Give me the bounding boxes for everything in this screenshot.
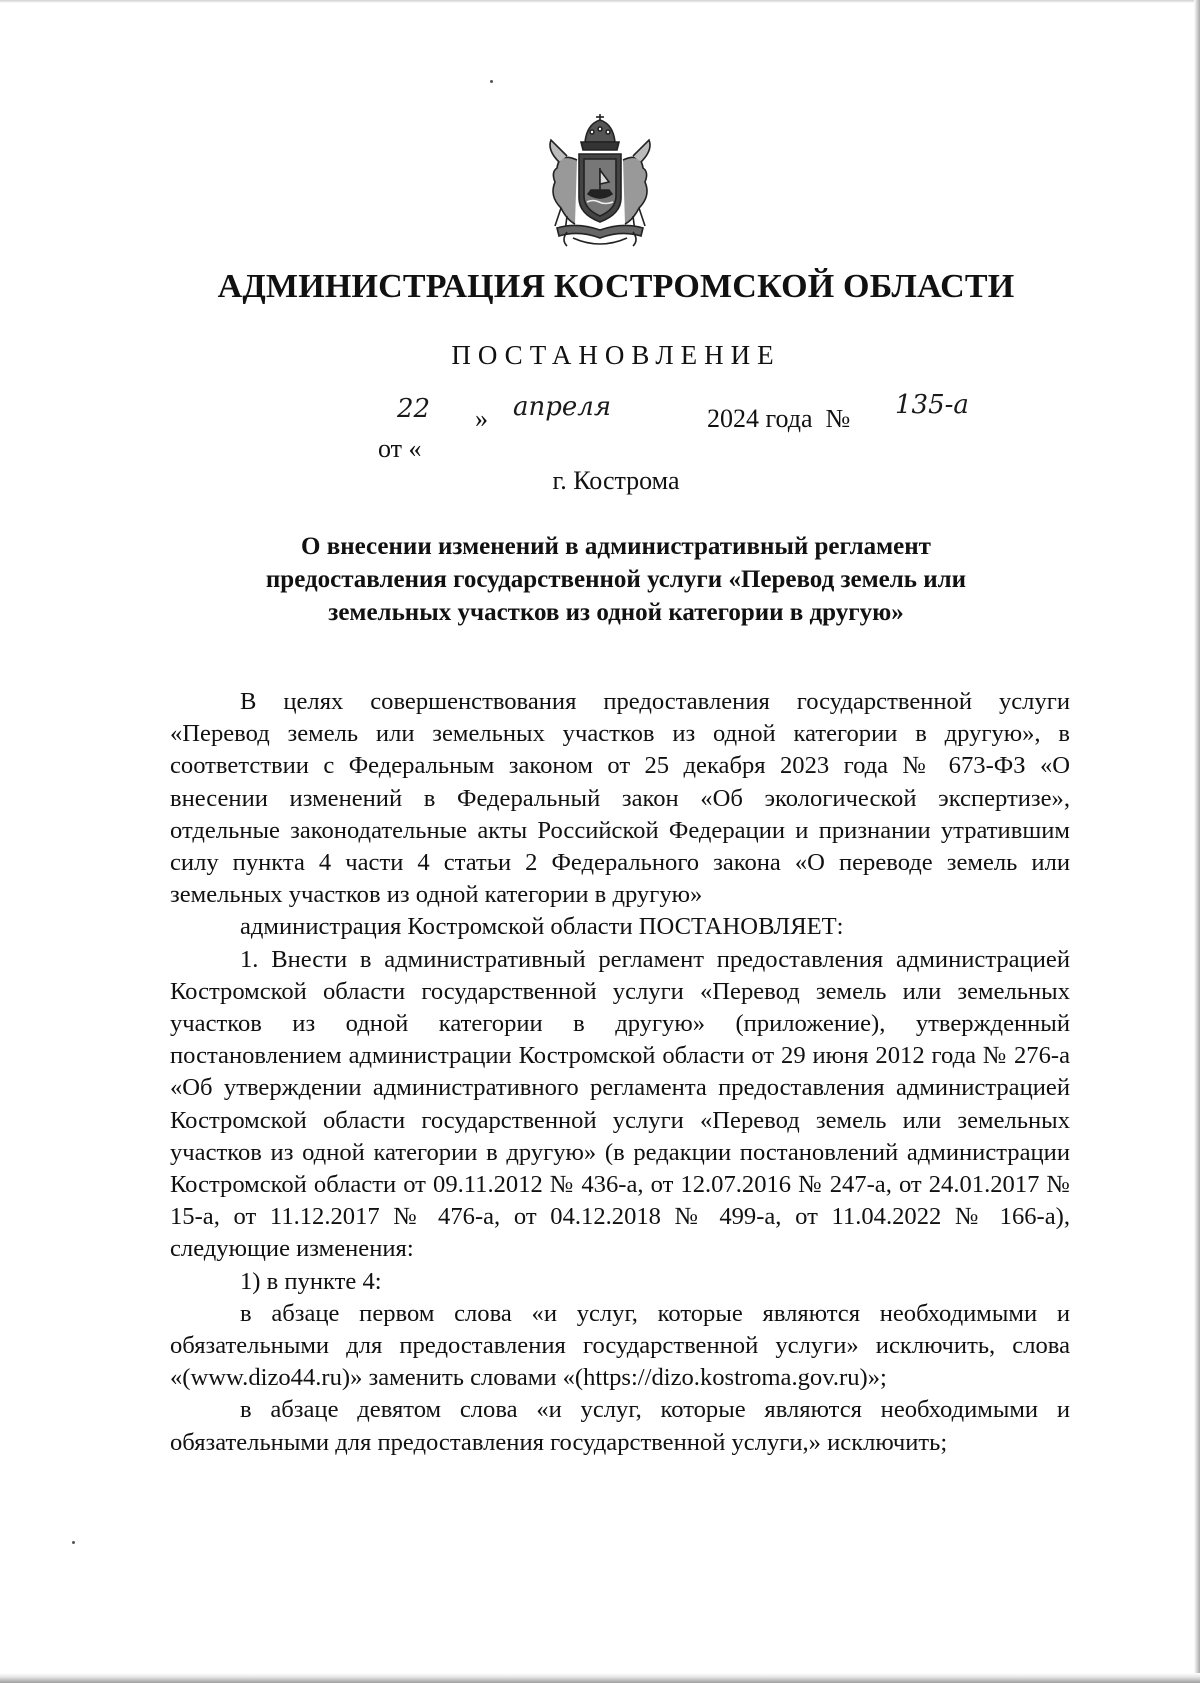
city: г. Кострома <box>552 466 680 495</box>
document-title: О внесении изменений в административный регламент предоставления государственной услуги «Перевод земель или земельных участков из одной категории в другую» <box>265 533 967 626</box>
body-paragraph: 1. Внести в административный регламент предоставления администрацией Костромской области государственной услуги «Перевод земель или земельных участков из одной категории в другую» (приложение), утвержденный постановлением администрации Костромской области от 29 июня 2012 года № 276-а «Об утверждении административного регламента предоставления администрацией Костромской области государственной услуги «Перевод земель или земельных участков из одной категории в другую» (в редакции постановлений администрации Костромской области от 09.11.2012 № 436-а, от 12.07.2016 № 247-а, от 24.01.2017 № 15-а, от 11.12.2017 № 476-а, от 04.12.2018 № 499-а, от 11.04.2022 № 166-а), следующие изменения: <box>170 945 1070 1263</box>
scan-speck <box>490 80 493 83</box>
scan-speck <box>72 1541 75 1544</box>
body-paragraph: в абзаце первом слова «и услуг, которые являются необходимыми и обязательными для предоставления государственной услуги» исключить, слова «(www.dizo44.ru)» заменить словами «(https://dizo.kostroma.gov.ru)»; <box>170 1299 1070 1392</box>
scan-edge-right <box>1194 0 1200 1683</box>
organization-name: АДМИНИСТРАЦИЯ КОСТРОМСКОЙ ОБЛАСТИ <box>217 268 1015 305</box>
scan-edge-bottom <box>0 1673 1200 1683</box>
handwritten-document-number: 135-а <box>895 390 969 420</box>
document-type: ПОСТАНОВЛЕНИЕ <box>451 340 781 370</box>
body-paragraph: В целях совершенствования предоставления государственной услуги «Перевод земель или земельных участков из одной категории в другую», в соответствии с Федеральным законом от 25 декабря 2023 года № 673-ФЗ «О внесении изменений в Федеральный закон «Об экологической экспертизе», отдельные законодательные акты Российской Федерации и признании утратившим силу пункта 4 части 4 статьи 2 Федерального закона «О переводе земель или земельных участков из одной категории в другую» <box>170 688 1070 909</box>
scan-edge-top <box>0 0 1200 3</box>
document-body <box>170 686 1070 1459</box>
date-mid: » <box>475 404 488 433</box>
body-paragraph: администрация Костромской области ПОСТАНОВЛЯЕТ: <box>240 913 844 941</box>
handwritten-day: 22 <box>397 394 431 424</box>
coat-of-arms-emblem <box>537 112 663 250</box>
body-paragraph: в абзаце девятом слова «и услуг, которые являются необходимыми и обязательными для предоставления государственной услуги,» исключить; <box>170 1396 1070 1456</box>
date-prefix: от « <box>378 434 422 463</box>
body-paragraph: 1) в пункте 4: <box>240 1267 382 1295</box>
year-and-number-label: 2024 года № <box>707 404 851 433</box>
handwritten-month: апреля <box>513 392 612 422</box>
